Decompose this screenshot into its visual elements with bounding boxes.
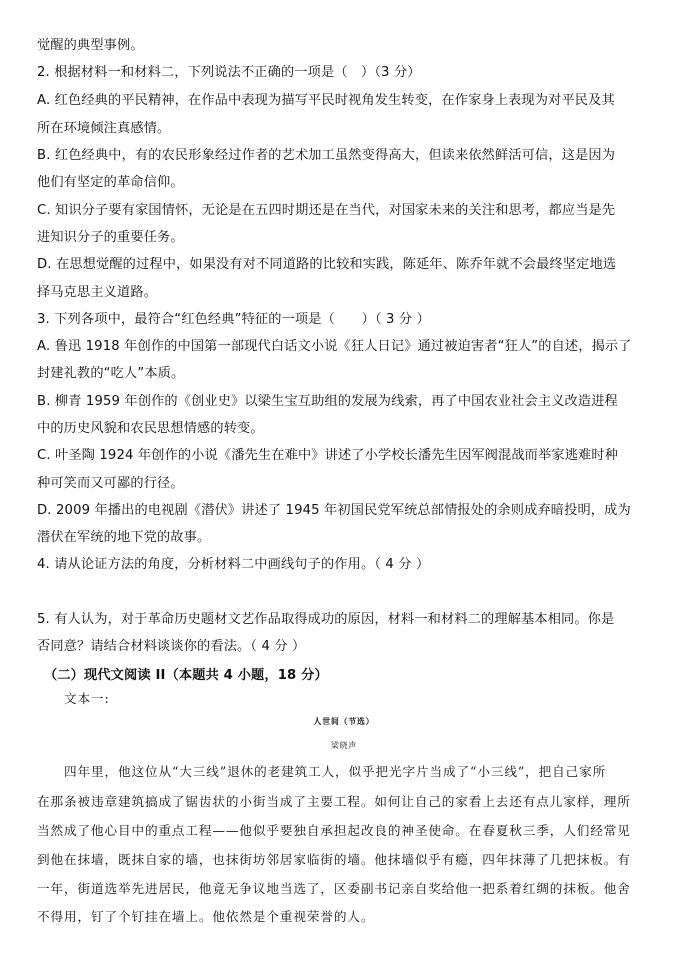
story-line: 到他在抹墙，既抹自家的墙，也抹街坊邻居家临街的墙。他抹墙似乎有瘾，四年抹薄了几把抹板。有 (37, 852, 631, 867)
option-3b-line1: B. 柳青 1959 年创作的《创业史》以梁生宝互助组的发展为线索，再了中国农业社会主义改造进程 (37, 394, 618, 409)
story-author: 梁晓声 (330, 741, 358, 750)
option-2a-line2: 所在环境倾注真感情。 (37, 121, 171, 136)
question-2: 2. 根据材料一和材料二，下列说法不正确的一项是（ ）（3 分） (37, 65, 421, 80)
question-4: 4. 请从论证方法的角度，分析材料二中画线句子的作用。（ 4 分 ） (37, 557, 430, 572)
question-5-line2: 否同意？请结合材料谈谈你的看法。（ 4 分 ） (37, 639, 306, 654)
option-2d-line2: 择马克思主义道路。 (37, 285, 158, 300)
story-title: 人世间（节选） (313, 717, 375, 726)
option-3b-line2: 中的历史风貌和农民思想情感的转变。 (37, 421, 264, 436)
option-2d-line1: D. 在思想觉醒的过程中，如果没有对不同道路的比较和实践，陈延年、陈乔年就不会最终坚定地选 (37, 257, 617, 272)
option-2b-line1: B. 红色经典中，有的农民形象经过作者的艺术加工虽然变得高大，但读来依然鲜活可信，这是因为 (37, 148, 616, 163)
option-3a-line2: 封建礼教的“吃人”本质。 (37, 366, 185, 381)
option-2a-line1: A. 红色经典的平民精神，在作品中表现为描写平民时视角发生转变，在作家身上表现为对平民及其 (37, 93, 615, 108)
story-line: 四年里，他这位从“大三线”退休的老建筑工人，似乎把光字片当成了“小三线”，把自己家所 (64, 764, 607, 779)
story-line: 在那条被违章建筑搞成了锯齿状的小街当成了主要工程。如何让自己的家看上去还有点儿家样，理所 (37, 794, 631, 809)
question-3: 3. 下列各项中，最符合“红色经典”特征的一项是（ ）（ 3 分 ） (37, 312, 430, 327)
option-3c-line1: C. 叶圣陶 1924 年创作的小说《潘先生在难中》讲述了小学校长潘先生因军阀混战而举家逃难时种 (37, 448, 619, 463)
story-line: 一年，街道选举先进居民，他竟无争议地当选了，区委副书记亲自奖给他一把系着红绸的抹板。他舍 (37, 881, 631, 896)
text-label: 文本一: (64, 691, 110, 706)
option-2b-line2: 他们有坚定的革命信仰。 (37, 175, 184, 190)
option-3a-line1: A. 鲁迅 1918 年创作的中国第一部现代白话文小说《狂人日记》通过被迫害者“狂人”的自述，揭示了 (37, 339, 632, 354)
story-line: 当然成了他心目中的重点工程——他似乎要独自承担起改良的神圣使命。在春夏秋三季，人们经常见 (37, 823, 631, 838)
question-5-line1: 5. 有人认为，对于革命历史题材文艺作品取得成功的原因，材料一和材料二的理解基本相同。你是 (37, 612, 615, 627)
option-3c-line2: 种可笑而又可鄙的行径。 (37, 476, 184, 491)
section-heading: （二）现代文阅读 II（本题共 4 小题，18 分） (44, 668, 328, 683)
story-line: 不得用，钉了个钉挂在墙上。他依然是个重视荣誉的人。 (37, 909, 375, 924)
option-3d-line2: 潜伏在军统的地下党的故事。 (37, 530, 211, 545)
option-2c-line1: C. 知识分子要有家国情怀，无论是在五四时期还是在当代，对国家未来的关注和思考，都应当是先 (37, 203, 616, 218)
text-line: 觉醒的典型事例。 (37, 38, 144, 53)
option-3d-line1: D. 2009 年播出的电视剧《潜伏》讲述了 1945 年初国民党军统总部情报处的余则成弃暗投明，成为 (37, 503, 631, 518)
option-2c-line2: 进知识分子的重要任务。 (37, 230, 184, 245)
